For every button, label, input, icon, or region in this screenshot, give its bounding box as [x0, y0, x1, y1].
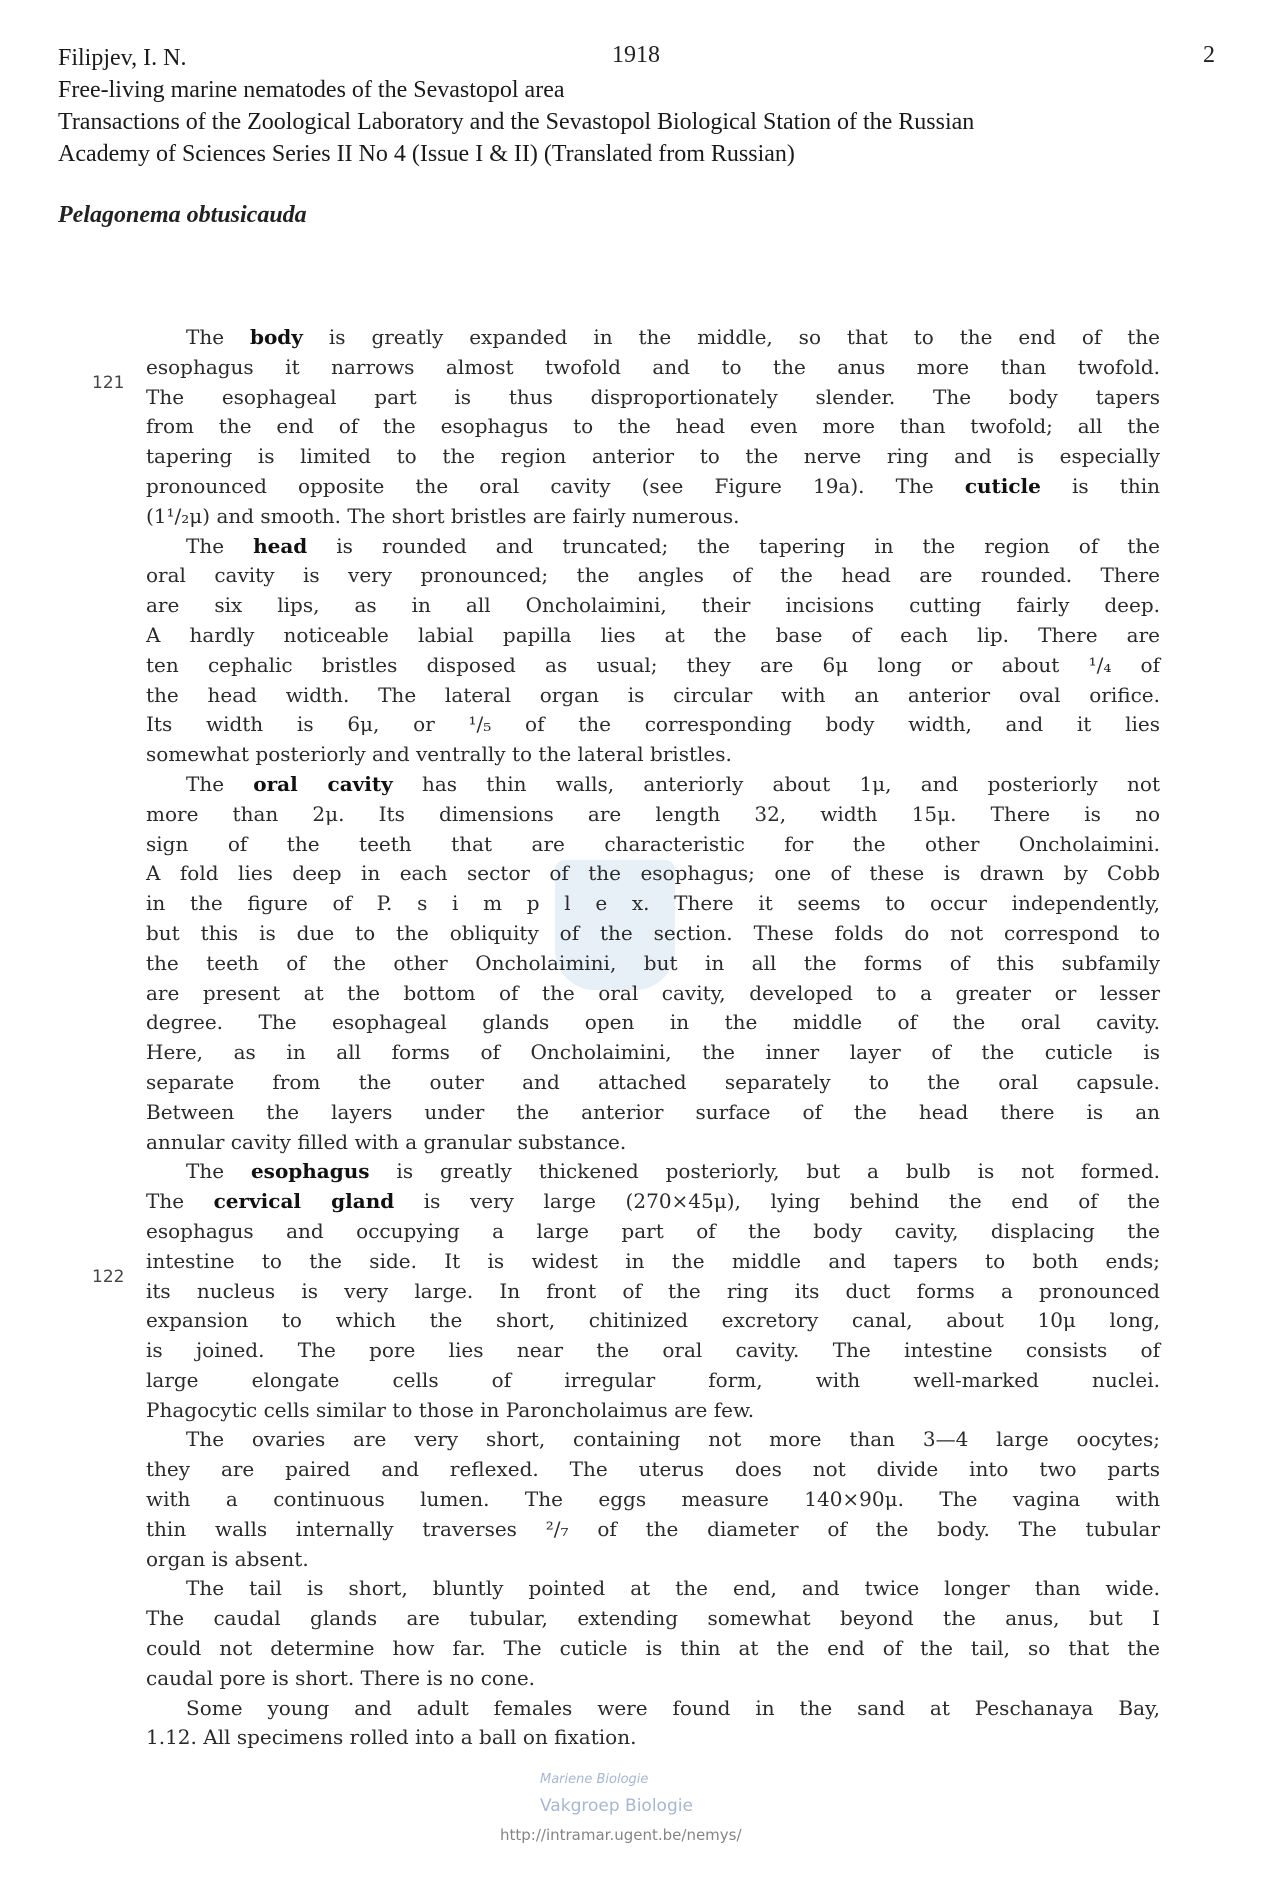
text-segment: tapering is limited to the region anterior to the nerve ring and is especially: [146, 444, 1160, 469]
text-line: [146, 383, 1160, 413]
work-title: Free-living marine nematodes of the Sevastopol area: [58, 77, 565, 103]
text-line: [146, 1277, 1160, 1307]
watermark-url: http://intramar.ugent.be/nemys/: [500, 1826, 742, 1844]
text-line: [146, 1396, 1160, 1426]
text-line: [146, 770, 1160, 800]
text-segment: sign of the teeth that are characteristic for the other Oncholaimini.: [146, 831, 1160, 856]
text-segment: expansion to which the short, chitinized excretory canal, about 10μ long,: [146, 1308, 1160, 1333]
text-segment: 1.12. All specimens rolled into a ball on fixation.: [146, 1725, 637, 1750]
text-line: [146, 1485, 1160, 1515]
text-segment: is rounded and truncated; the tapering in the region of the: [307, 533, 1160, 558]
text-line: [146, 1515, 1160, 1545]
text-segment: is very large (270×45μ), lying behind the end of the: [394, 1189, 1161, 1214]
text-line: [146, 502, 1160, 532]
text-segment: is greatly expanded in the middle, so that to the end of the: [302, 325, 1160, 349]
text-segment: The esophageal part is thus disproportionately slender. The body tapers: [146, 384, 1160, 409]
text-line: [146, 1723, 1160, 1753]
text-segment: The: [146, 1189, 214, 1214]
text-segment: its nucleus is very large. In front of the ring its duct forms a pronounced: [146, 1278, 1160, 1303]
text-segment: Its width is 6μ, or ¹/₅ of the corresponding body width, and it lies: [146, 712, 1160, 737]
text-line: [146, 561, 1160, 591]
text-line: [146, 830, 1160, 860]
text-segment: pronounced opposite the oral cavity (see Figure 19a). The: [146, 473, 965, 498]
text-segment: Some young and adult females were found in the sand at Peschanaya Bay,: [186, 1695, 1160, 1720]
text-segment: The ovaries are very short, containing not more than 3—4 large oocytes;: [186, 1427, 1160, 1452]
text-segment: are six lips, as in all Oncholaimini, their incisions cutting fairly deep.: [146, 593, 1160, 618]
text-segment: intestine to the side. It is widest in the middle and tapers to both ends;: [146, 1248, 1160, 1273]
text-line: [146, 353, 1160, 383]
text-line: [146, 740, 1160, 770]
text-segment: degree. The esophageal glands open in the middle of the oral cavity.: [146, 1010, 1160, 1035]
text-line: [146, 323, 1160, 353]
text-segment: is greatly thickened posteriorly, but a bulb is not formed.: [369, 1159, 1160, 1184]
text-segment: annular cavity filled with a granular substance.: [146, 1129, 627, 1154]
body-text: [146, 323, 1160, 1753]
text-segment: with a continuous lumen. The eggs measure 140×90μ. The vagina with: [146, 1487, 1160, 1512]
margin-page-number: 121: [92, 373, 125, 393]
text-segment: has thin walls, anteriorly about 1μ, and posteriorly not: [392, 771, 1160, 796]
text-line: [146, 1098, 1160, 1128]
text-segment: somewhat posteriorly and ventrally to the lateral bristles.: [146, 742, 732, 767]
text-line: [146, 1545, 1160, 1575]
text-segment: The: [186, 1159, 251, 1184]
text-segment: the head width. The lateral organ is circular with an anterior oval orifice.: [146, 682, 1160, 707]
text-segment: The caudal glands are tubular, extending somewhat beyond the anus, but I: [146, 1606, 1160, 1631]
text-segment: could not determine how far. The cuticle is thin at the end of the tail, so that the: [146, 1636, 1160, 1661]
text-segment: are present at the bottom of the oral cavity, developed to a greater or lesser: [146, 980, 1160, 1005]
text-segment: in the figure of P. s i m p l e x. There it seems to occur independently,: [146, 891, 1160, 916]
text-segment: more than 2μ. Its dimensions are length 32, width 15μ. There is no: [146, 801, 1160, 826]
text-line: [146, 1247, 1160, 1277]
text-line: [146, 1664, 1160, 1694]
source-line-1: Transactions of the Zoological Laboratory and the Sevastopol Biological Station of the Russian: [58, 109, 975, 135]
text-segment: A hardly noticeable labial papilla lies at the base of each lip. There are: [146, 622, 1160, 647]
text-segment: The tail is short, bluntly pointed at the end, and twice longer than wide.: [186, 1576, 1160, 1601]
text-segment: Here, as in all forms of Oncholaimini, the inner layer of the cuticle is: [146, 1040, 1160, 1065]
text-line: [146, 979, 1160, 1009]
text-line: [146, 1187, 1160, 1217]
text-segment: (1¹/₂μ) and smooth. The short bristles are fairly numerous.: [146, 503, 740, 528]
text-line: [146, 1068, 1160, 1098]
watermark-text-1: Mariene Biologie: [540, 1772, 649, 1787]
bold-term: head: [253, 533, 308, 558]
text-segment: Between the layers under the anterior surface of the head there is an: [146, 1099, 1160, 1124]
text-line: [146, 442, 1160, 472]
bold-term: body: [249, 325, 303, 349]
text-segment: esophagus it narrows almost twofold and to the anus more than twofold.: [146, 354, 1160, 379]
page-number: 2: [1203, 42, 1215, 68]
text-line: [146, 1336, 1160, 1366]
species-title: Pelagonema obtusicauda: [58, 202, 307, 228]
text-line: [146, 889, 1160, 919]
text-segment: oral cavity is very pronounced; the angles of the head are rounded. There: [146, 563, 1160, 588]
text-line: [146, 681, 1160, 711]
text-line: [146, 1008, 1160, 1038]
text-line: [146, 591, 1160, 621]
bold-term: esophagus: [250, 1159, 370, 1184]
text-line: [146, 1574, 1160, 1604]
text-segment: they are paired and reflexed. The uterus does not divide into two parts: [146, 1457, 1160, 1482]
text-line: [146, 1038, 1160, 1068]
text-segment: A fold lies deep in each sector of the esophagus; one of these is drawn by Cobb: [146, 861, 1160, 886]
author: Filipjev, I. N.: [58, 45, 187, 71]
text-segment: The: [186, 533, 254, 558]
text-line: [146, 1694, 1160, 1724]
text-segment: thin walls internally traverses ²/₇ of the diameter of the body. The tubular: [146, 1516, 1160, 1541]
text-line: [146, 1157, 1160, 1187]
text-segment: The: [186, 325, 250, 349]
text-line: [146, 1425, 1160, 1455]
text-line: [146, 919, 1160, 949]
text-segment: the teeth of the other Oncholaimini, but in all the forms of this subfamily: [146, 950, 1160, 975]
margin-page-number: 122: [92, 1267, 125, 1287]
text-line: [146, 651, 1160, 681]
bold-term: oral cavity: [253, 771, 393, 796]
watermark-text-2: Vakgroep Biologie: [540, 1796, 693, 1816]
text-line: [146, 949, 1160, 979]
bold-term: cuticle: [964, 473, 1041, 498]
text-segment: separate from the outer and attached separately to the oral capsule.: [146, 1069, 1160, 1094]
text-line: [146, 532, 1160, 562]
text-line: [146, 1366, 1160, 1396]
publication-year: 1918: [612, 42, 660, 68]
text-line: [146, 1217, 1160, 1247]
bold-term: cervical gland: [213, 1189, 395, 1214]
text-line: [146, 621, 1160, 651]
text-segment: caudal pore is short. There is no cone.: [146, 1665, 536, 1690]
text-segment: but this is due to the obliquity of the section. These folds do not correspond to: [146, 920, 1160, 945]
text-line: [146, 1128, 1160, 1158]
text-segment: from the end of the esophagus to the head even more than twofold; all the: [146, 414, 1160, 439]
text-line: [146, 710, 1160, 740]
text-line: [146, 1634, 1160, 1664]
text-segment: esophagus and occupying a large part of the body cavity, displacing the: [146, 1218, 1160, 1243]
text-line: [146, 472, 1160, 502]
text-segment: organ is absent.: [146, 1546, 309, 1571]
text-segment: ten cephalic bristles disposed as usual; they are 6μ long or about ¹/₄ of: [146, 652, 1160, 677]
source-line-2: Academy of Sciences Series II No 4 (Issue I & II) (Translated from Russian): [58, 141, 795, 167]
text-line: [146, 859, 1160, 889]
text-line: [146, 412, 1160, 442]
text-segment: is thin: [1040, 473, 1160, 498]
text-line: [146, 1306, 1160, 1336]
text-line: [146, 1455, 1160, 1485]
text-segment: Phagocytic cells similar to those in Paroncholaimus are few.: [146, 1397, 755, 1422]
text-segment: large elongate cells of irregular form, with well-marked nuclei.: [146, 1367, 1160, 1392]
text-segment: The: [186, 771, 254, 796]
text-line: [146, 800, 1160, 830]
text-line: [146, 1604, 1160, 1634]
text-segment: is joined. The pore lies near the oral cavity. The intestine consists of: [146, 1338, 1160, 1363]
